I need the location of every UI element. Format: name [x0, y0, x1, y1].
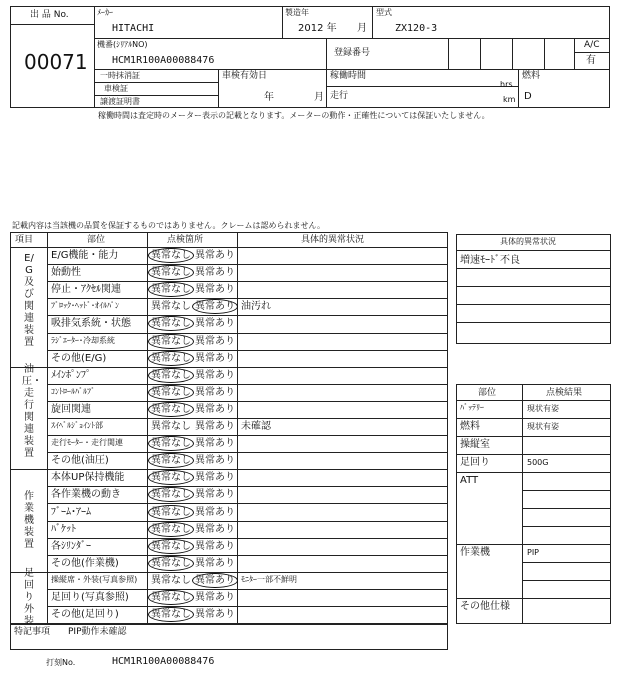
status-abnormal: 異常あり: [195, 267, 235, 279]
status-normal: 異常なし: [151, 369, 191, 381]
inspection-valid-label: 車検有効日: [222, 71, 268, 81]
part-cell: 停止・ｱｸｾﾙ関連: [51, 284, 121, 296]
part-cell: ﾌﾞｰﾑ･ｱｰﾑ: [51, 506, 91, 518]
remarks-label: 特記事項: [14, 627, 51, 637]
right-detail-rule: [456, 322, 611, 323]
status-circle-normal: [148, 351, 194, 366]
row-rule: [47, 555, 447, 556]
row-rule: [47, 281, 447, 282]
right-detail-rule: [456, 268, 611, 269]
row-rule: [47, 486, 447, 487]
status-abnormal: 異常あり: [195, 438, 235, 450]
temp-cert-label: 一時抹消証: [100, 71, 140, 80]
maker-label: ﾒｰｶｰ: [97, 8, 113, 17]
result-value: 500G: [527, 458, 549, 467]
model-label: 型式: [376, 8, 392, 17]
hrs-unit: hrs: [500, 80, 513, 89]
right-detail-rule: [456, 250, 611, 251]
status-circle-abnormal: [192, 573, 238, 588]
hours-note: 稼働時間は査定時のメーター表示の記載となります。メーターの動作・正確性については保証いたしません。: [98, 111, 490, 120]
work-value: PIP: [527, 548, 540, 557]
status-normal: 異常なし: [151, 284, 191, 296]
col-header-detail: 具体的異常状況: [301, 235, 365, 245]
lot-no: 00071: [24, 50, 88, 74]
status-abnormal: 異常あり: [195, 352, 235, 364]
status-circle-normal: [148, 539, 194, 554]
status-normal: 異常なし: [151, 403, 191, 415]
stamp-number: HCM1R100A00088476: [112, 656, 215, 667]
transfer-cert-label: 譲渡証明書: [100, 97, 140, 106]
row-rule: [47, 435, 447, 436]
status-normal: 異常なし: [151, 421, 191, 432]
row-rule: [47, 350, 447, 351]
att-sub-rule: [522, 508, 611, 509]
status-circle-normal: [148, 522, 194, 537]
status-abnormal: 異常あり: [195, 574, 235, 586]
row-rule: [47, 521, 447, 522]
result-value: 現状有姿: [527, 422, 559, 431]
status-abnormal: 異常あり: [195, 421, 235, 432]
status-normal: 異常なし: [151, 455, 191, 467]
status-abnormal: 異常あり: [195, 301, 235, 313]
status-circle-normal: [148, 436, 194, 451]
status-circle-normal: [148, 368, 194, 383]
manufacture-year: 2012 年: [298, 23, 337, 34]
status-normal: 異常なし: [151, 335, 191, 347]
stamp-label: 打刻No.: [46, 658, 76, 667]
inspection-table: [10, 232, 448, 627]
col-header-part: 部位: [87, 235, 106, 245]
part-cell: その他(E/G): [51, 352, 107, 364]
status-circle-normal: [148, 505, 194, 520]
group-rule: [11, 367, 447, 368]
status-abnormal: 異常あり: [195, 557, 235, 569]
status-circle-normal: [148, 334, 194, 349]
status-normal: 異常なし: [151, 523, 191, 535]
ac-label: A/C: [584, 40, 600, 50]
status-normal: 異常なし: [151, 267, 191, 279]
part-cell: 吸排気系統・状態: [51, 318, 131, 330]
travel-label: 走行: [330, 91, 349, 101]
year-unit: 年: [264, 92, 274, 103]
col-header-item: 項目: [15, 235, 34, 245]
group-rule: [11, 469, 447, 470]
detail-cell: 未確認: [241, 421, 271, 432]
status-circle-normal: [148, 248, 194, 263]
row-rule: [47, 589, 447, 590]
status-abnormal: 異常あり: [195, 403, 235, 415]
part-cell: 各作業機の動き: [51, 489, 121, 501]
inspection-cert-label: 車検証: [104, 84, 128, 93]
status-normal: 異常なし: [151, 318, 191, 330]
right-detail-header: 具体的異常状況: [500, 237, 556, 246]
status-circle-normal: [148, 402, 194, 417]
status-normal: 異常なし: [151, 557, 191, 569]
column-rule: [237, 233, 238, 623]
result-part: 燃料: [460, 421, 480, 432]
month-unit-2: 月: [314, 92, 324, 103]
part-cell: 走行ﾓｰﾀｰ・走行関連: [51, 438, 123, 448]
row-rule: [47, 606, 447, 607]
disclaimer: 記載内容は当該機の品質を保証するものではありません。クレームは認められません。: [12, 221, 325, 230]
status-abnormal: 異常あり: [195, 472, 235, 484]
month-unit: 月: [357, 23, 367, 34]
part-cell: その他(油圧): [51, 455, 109, 467]
result-rule: [456, 472, 611, 473]
att-sub-rule: [522, 526, 611, 527]
result-part: ﾊﾞｯﾃﾘｰ: [460, 403, 484, 412]
group-label: 足回り外装: [24, 568, 34, 627]
year-label: 製造年: [285, 8, 309, 17]
part-cell: 足回り(写真参照): [51, 592, 129, 603]
status-abnormal: 異常あり: [195, 506, 235, 518]
row-rule: [47, 418, 447, 419]
fuel-label: 燃料: [522, 71, 541, 81]
status-normal: 異常なし: [151, 301, 191, 313]
att-label: ATT: [460, 475, 479, 486]
serial-label: 機番(ｼﾘｱﾙNO): [97, 40, 148, 49]
column-rule: [47, 233, 48, 623]
work-sub-rule: [522, 580, 611, 581]
status-abnormal: 異常あり: [195, 489, 235, 501]
part-cell: 操縦席・外装(写真参照): [51, 574, 138, 584]
status-circle-normal: [148, 265, 194, 280]
hours-label: 稼働時間: [330, 71, 367, 81]
status-normal: 異常なし: [151, 472, 191, 484]
status-normal: 異常なし: [151, 386, 191, 398]
result-rule: [456, 598, 611, 599]
status-normal: 異常なし: [151, 438, 191, 450]
status-circle-normal: [148, 385, 194, 400]
result-value: 現状有姿: [527, 404, 559, 413]
right-detail-first: 増速ﾓｰﾄﾞ不良: [460, 255, 520, 266]
part-cell: 旋回関連: [51, 403, 91, 415]
km-unit: km: [503, 95, 516, 104]
row-rule: [47, 401, 447, 402]
part-cell: E/G機能・能力: [51, 250, 119, 261]
status-normal: 異常なし: [151, 489, 191, 501]
status-abnormal: 異常あり: [195, 250, 235, 261]
status-abnormal: 異常あり: [195, 592, 235, 603]
status-abnormal: 異常あり: [195, 523, 235, 535]
status-circle-normal: [148, 556, 194, 571]
status-abnormal: 異常あり: [195, 335, 235, 347]
row-rule: [47, 315, 447, 316]
row-rule: [47, 264, 447, 265]
group-label: E/G及び関連装置: [24, 253, 34, 348]
status-abnormal: 異常あり: [195, 386, 235, 398]
results-table: [456, 384, 611, 624]
ac-value: 有: [586, 55, 596, 66]
work-label: 作業機: [460, 547, 490, 558]
remarks-text: PIP動作未確認: [68, 627, 127, 637]
row-rule: [47, 298, 447, 299]
status-normal: 異常なし: [151, 592, 191, 603]
header-frame: [10, 6, 610, 108]
result-part: 足回り: [460, 457, 490, 468]
serial-number: HCM1R100A00088476: [112, 55, 215, 66]
status-circle-normal: [148, 590, 194, 605]
row-rule: [47, 452, 447, 453]
right-detail-rule: [456, 286, 611, 287]
other-spec-label: その他仕様: [460, 601, 510, 612]
right-detail-rule: [456, 304, 611, 305]
group-label: 作業機装置: [24, 491, 34, 550]
results-col-part: 部位: [478, 388, 497, 398]
status-circle-normal: [148, 607, 194, 622]
maker: HITACHI: [112, 23, 155, 34]
part-cell: 本体UP保持機能: [51, 472, 125, 484]
part-cell: その他(足回り): [51, 609, 119, 621]
work-sub-rule: [522, 562, 611, 563]
status-normal: 異常なし: [151, 250, 191, 261]
header-rule: [11, 247, 447, 248]
part-cell: ﾊﾞｹｯﾄ: [51, 523, 76, 535]
results-col-result: 点検結果: [546, 388, 583, 398]
part-cell: ｺﾝﾄﾛｰﾙﾊﾞﾙﾌﾞ: [51, 386, 95, 396]
att-sub-rule: [522, 490, 611, 491]
result-rule: [456, 544, 611, 545]
registration-label: 登録番号: [334, 48, 371, 58]
part-cell: 始動性: [51, 267, 81, 279]
status-abnormal: 異常あり: [195, 455, 235, 467]
result-rule: [456, 418, 611, 419]
status-normal: 異常なし: [151, 609, 191, 621]
col-header-check: 点検箇所: [167, 235, 204, 245]
part-cell: ｽｲﾍﾞﾙｼﾞｮｲﾝﾄ部: [51, 421, 103, 430]
status-abnormal: 異常あり: [195, 284, 235, 296]
part-cell: その他(作業機): [51, 557, 119, 569]
group-rule: [11, 572, 447, 573]
part-cell: ﾗｼﾞｴｰﾀｰ･冷却系統: [51, 335, 115, 345]
row-rule: [47, 503, 447, 504]
part-cell: ﾒｲﾝﾎﾟﾝﾌﾟ: [51, 369, 91, 381]
result-rule: [456, 436, 611, 437]
result-part: 操縦室: [460, 439, 490, 450]
detail-cell: ﾓﾆﾀｰ一部不鮮明: [241, 574, 297, 584]
group-label: 油圧・走行関連装置: [22, 364, 42, 459]
status-abnormal: 異常あり: [195, 609, 235, 621]
model: ZX120-3: [395, 23, 438, 34]
detail-cell: 油汚れ: [241, 301, 271, 313]
status-abnormal: 異常あり: [195, 540, 235, 552]
row-rule: [47, 538, 447, 539]
status-normal: 異常なし: [151, 540, 191, 552]
row-rule: [47, 384, 447, 385]
status-normal: 異常なし: [151, 506, 191, 518]
status-normal: 異常なし: [151, 352, 191, 364]
lot-no-label: 出 品 No.: [30, 10, 69, 20]
result-rule: [456, 454, 611, 455]
row-rule: [47, 333, 447, 334]
fuel-value: D: [524, 91, 532, 102]
part-cell: ﾌﾞﾛｯｸ･ﾍｯﾄﾞ･ｵｲﾙﾊﾟﾝ: [51, 301, 119, 311]
status-normal: 異常なし: [151, 574, 191, 586]
status-abnormal: 異常あり: [195, 318, 235, 330]
status-abnormal: 異常あり: [195, 369, 235, 381]
part-cell: 各ｼﾘﾝﾀﾞｰ: [51, 540, 91, 552]
